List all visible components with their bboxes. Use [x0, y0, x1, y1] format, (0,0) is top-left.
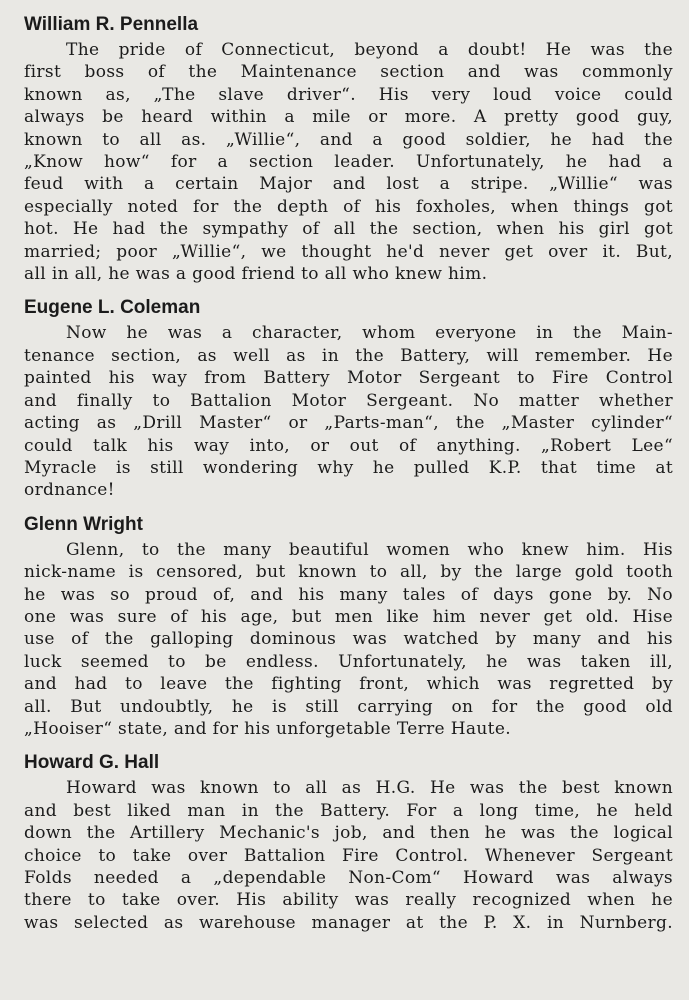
- entry-name: Howard G. Hall: [24, 752, 160, 774]
- text-line: painted his way from Battery Motor Sergeant to Fire Control: [24, 368, 673, 389]
- text-line: one was sure of his age, but men like him never get old. Hise: [24, 606, 673, 627]
- text-line: choice to take over Battalion Fire Control. Whenever Sergeant: [24, 845, 673, 866]
- entry-hall: [24, 750, 673, 934]
- text-line: Now he was a character, whom everyone in the Main-: [66, 323, 673, 344]
- entry-name: Eugene L. Coleman: [24, 297, 201, 319]
- text-line: ordnance!: [24, 480, 115, 501]
- text-line: Glenn, to the many beautiful women who knew him. His: [66, 539, 673, 560]
- text-line: and finally to Battalion Motor Sergeant. No matter whether: [24, 390, 673, 411]
- text-line: Howard was known to all as H.G. He was the best known: [66, 778, 673, 799]
- text-line: Folds needed a „dependable Non-Com“ Howard was always: [24, 868, 673, 888]
- text-line: hot. He had the sympathy of all the section, when his girl got: [24, 219, 673, 240]
- text-line: tenance section, as well as in the Battery, will remember. He: [24, 345, 673, 366]
- text-line: acting as „Drill Master“ or „Parts-man“, the „Master cylinder“: [24, 413, 673, 434]
- text-line: The pride of Connecticut, beyond a doubt! He was the: [66, 40, 673, 60]
- text-line: there to take over. His ability was really recognized when he: [24, 890, 673, 911]
- entry-paragraph: [24, 39, 673, 285]
- entry-coleman: [24, 295, 673, 501]
- entry-paragraph: [24, 539, 673, 741]
- text-line: first boss of the Maintenance section and was commonly: [24, 62, 673, 83]
- text-line: nick-name is censored, but known to all, by the large gold tooth: [24, 562, 673, 583]
- entry-paragraph: [24, 777, 673, 934]
- text-line: all in all, he was a good friend to all who knew him.: [24, 264, 488, 285]
- text-line: and had to leave the fighting front, which was regretted by: [24, 674, 673, 695]
- entry-pennella: [24, 12, 673, 285]
- text-line: feud with a certain Major and lost a stripe. „Willie“ was: [24, 174, 673, 195]
- text-line: could talk his way into, or out of anything. „Robert Lee“: [24, 435, 673, 456]
- text-line: all. But undoubtly, he is still carrying on for the good old: [24, 696, 673, 717]
- text-line: and best liked man in the Battery. For a long time, he held: [24, 800, 673, 821]
- text-line: known to all as. „Willie“, and a good soldier, he had the: [24, 129, 673, 150]
- text-line: he was so proud of, and his many tales of days gone by. No: [24, 584, 673, 605]
- text-line: known as, „The slave driver“. His very loud voice could: [24, 84, 673, 105]
- text-line: luck seemed to be endless. Unfortunately, he was taken ill,: [24, 651, 673, 672]
- text-line: „Know how“ for a section leader. Unfortunately, he had a: [24, 152, 673, 173]
- entry-name: William R. Pennella: [24, 14, 199, 35]
- text-line: down the Artillery Mechanic's job, and then he was the logical: [24, 823, 673, 844]
- text-line: Myracle is still wondering why he pulled K.P. that time at: [24, 457, 673, 478]
- text-line: married; poor „Willie“, we thought he'd never get over it. But,: [24, 241, 673, 262]
- entry-paragraph: [24, 322, 673, 501]
- text-line: was selected as warehouse manager at the P. X. in Nurnberg.: [24, 912, 673, 933]
- text-line: „Hooiser“ state, and for his unforgetable Terre Haute.: [24, 718, 512, 739]
- entry-name: Glenn Wright: [24, 513, 143, 535]
- text-line: use of the galloping dominous was watched by many and his: [24, 629, 673, 650]
- text-line: especially noted for the depth of his foxholes, when things got: [24, 196, 673, 217]
- text-line: always be heard within a mile or more. A pretty good guy,: [24, 107, 673, 128]
- entry-wright: [24, 512, 673, 741]
